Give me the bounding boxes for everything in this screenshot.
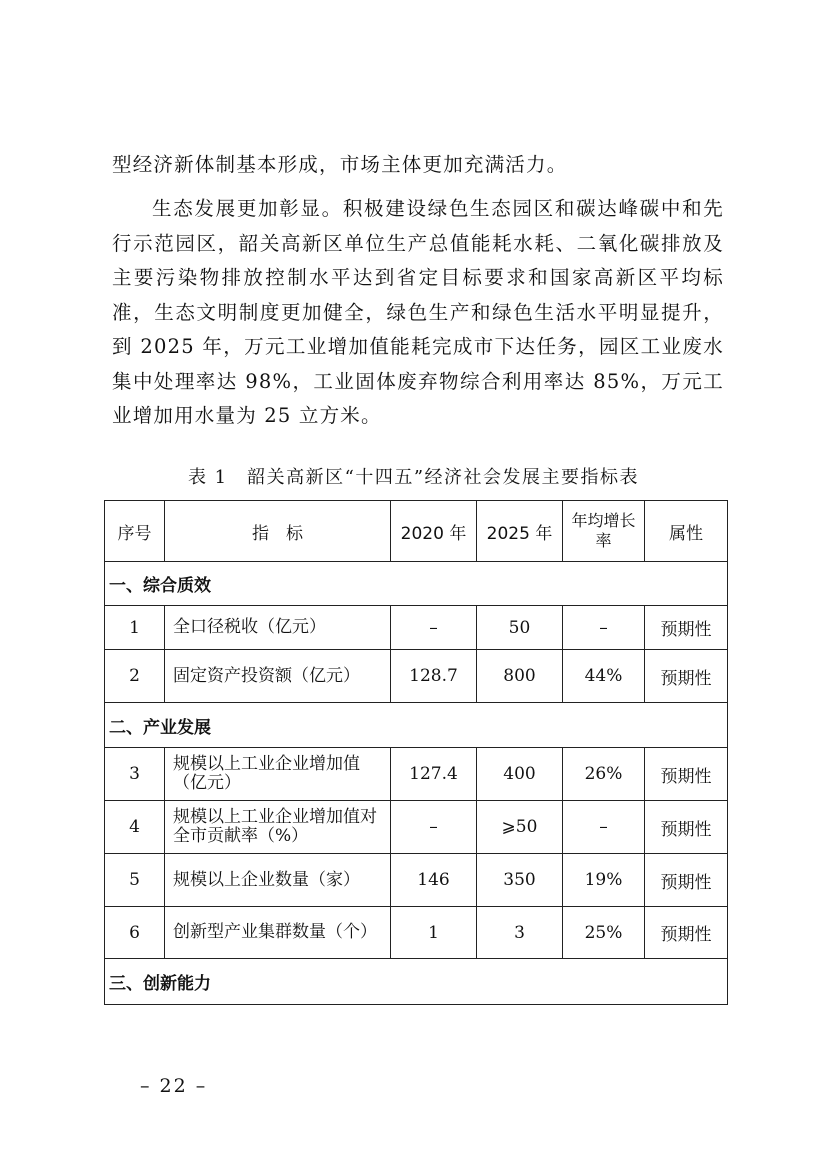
cell-2025: 3 <box>477 907 563 959</box>
section-row <box>105 959 728 1005</box>
cell-2025: 400 <box>477 748 563 801</box>
cell-2020: 1 <box>391 907 477 959</box>
indicator-table <box>104 500 728 1005</box>
cell-attribute: 预期性 <box>645 748 728 801</box>
cell-attribute: 预期性 <box>645 650 728 703</box>
header-growth: 年均增长率 <box>563 501 645 562</box>
header-no: 序号 <box>105 501 165 562</box>
table-caption: 表 1 韶关高新区“十四五”经济社会发展主要指标表 <box>187 467 640 488</box>
section-title: 二、产业发展 <box>105 703 728 748</box>
header-2020: 2020 年 <box>391 501 477 562</box>
table-row <box>105 606 728 650</box>
paragraph-ecology: 生态发展更加彰显。积极建设绿色生态园区和碳达峰碳中和先行示范园区，韶关高新区单位生产总值能耗水耗、二氧化碳排放及主要污染物排放控制水平达到省定目标要求和国家高新区平均标准，生态文明制度更加健全，绿色生产和绿色生活水平明显提升，到 2025 年，万元工业增加值能耗完成市下达任务，园区工业废水集中处理率达 98%，工业固体废弃物综合利用率达 85%，万元工业增加用水量为 25 立方米。 <box>112 197 724 427</box>
cell-growth: 19% <box>563 854 645 907</box>
header-2025: 2025 年 <box>477 501 563 562</box>
cell-indicator: 固定资产投资额（亿元） <box>165 650 391 703</box>
cell-indicator: 全口径税收（亿元） <box>165 606 391 650</box>
cell-no: 3 <box>105 748 165 801</box>
cell-growth: 44% <box>563 650 645 703</box>
cell-no: 6 <box>105 907 165 959</box>
section-title: 三、创新能力 <box>105 959 728 1005</box>
cell-2025: 800 <box>477 650 563 703</box>
cell-growth: 26% <box>563 748 645 801</box>
table-row <box>105 854 728 907</box>
cell-attribute: 预期性 <box>645 907 728 959</box>
cell-no: 2 <box>105 650 165 703</box>
cell-attribute: 预期性 <box>645 801 728 854</box>
cell-2020: 146 <box>391 854 477 907</box>
cell-2025: ⩾50 <box>477 801 563 854</box>
table-header-row <box>105 501 728 562</box>
page-number: – 22 – <box>140 1075 208 1097</box>
header-indicator: 指 标 <box>165 501 391 562</box>
section-title: 一、综合质效 <box>105 562 728 606</box>
table-row <box>105 748 728 801</box>
section-row <box>105 562 728 606</box>
cell-2025: 350 <box>477 854 563 907</box>
section-row <box>105 703 728 748</box>
cell-2020: 128.7 <box>391 650 477 703</box>
cell-2020: – <box>391 606 477 650</box>
cell-2020: 127.4 <box>391 748 477 801</box>
cell-2020: – <box>391 801 477 854</box>
cell-no: 4 <box>105 801 165 854</box>
paragraph-continuation: 型经济新体制基本形成，市场主体更加充满活力。 <box>112 153 568 176</box>
cell-2025: 50 <box>477 606 563 650</box>
cell-growth: – <box>563 606 645 650</box>
header-attribute: 属性 <box>645 501 728 562</box>
cell-no: 5 <box>105 854 165 907</box>
cell-indicator: 规模以上企业数量（家） <box>165 854 391 907</box>
table-row <box>105 907 728 959</box>
cell-attribute: 预期性 <box>645 606 728 650</box>
cell-growth: – <box>563 801 645 854</box>
table-row <box>105 801 728 854</box>
cell-attribute: 预期性 <box>645 854 728 907</box>
cell-no: 1 <box>105 606 165 650</box>
cell-indicator: 规模以上工业企业增加值（亿元） <box>165 748 391 801</box>
cell-indicator: 创新型产业集群数量（个） <box>165 907 391 959</box>
table-row <box>105 650 728 703</box>
cell-indicator: 规模以上工业企业增加值对全市贡献率（%） <box>165 801 391 854</box>
cell-growth: 25% <box>563 907 645 959</box>
